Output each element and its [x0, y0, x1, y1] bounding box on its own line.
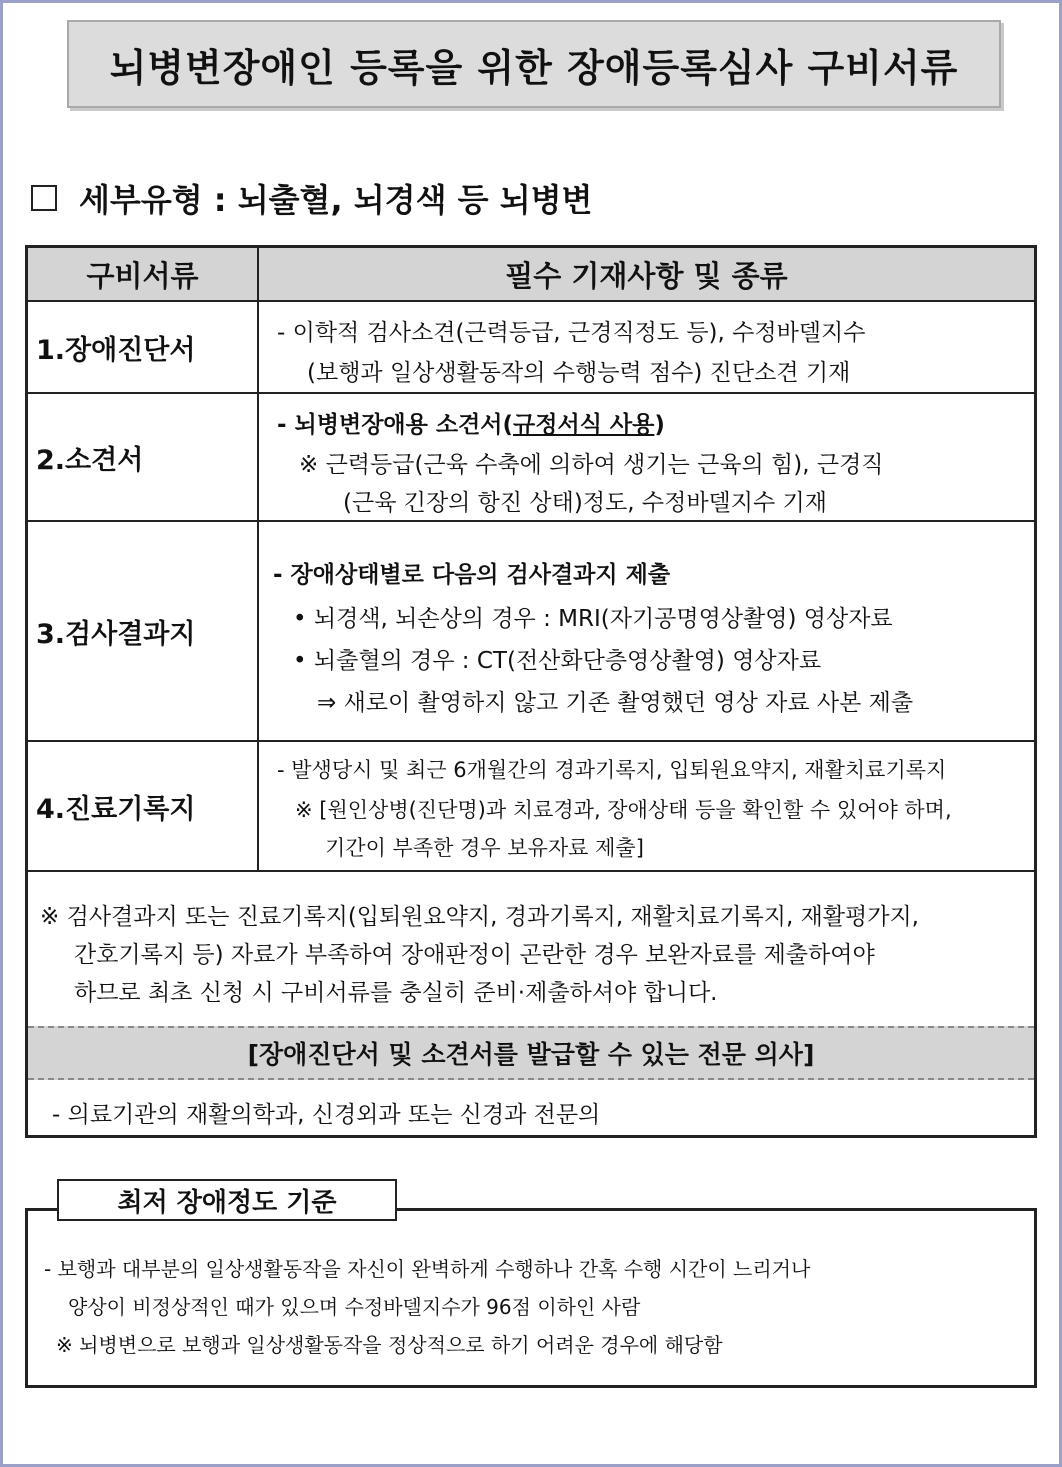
- row-text: (근육 긴장의 항진 상태)정도, 수정바델지수 기재: [343, 490, 827, 516]
- documents-table: [25, 245, 1037, 1138]
- row-text: (보행과 일상생활동작의 수행능력 점수) 진단소견 기재: [307, 360, 851, 386]
- row-text-suffix: ): [654, 412, 665, 438]
- row-label: 4.진료기록지: [36, 793, 196, 825]
- row-text: ⇒ 새로이 촬영하지 않고 기존 촬영했던 영상 자료 사본 제출: [317, 690, 914, 716]
- criteria-line: ※ 뇌병변으로 보행과 일상생활동작을 정상적으로 하기 어려운 경우에 해당함: [56, 1333, 723, 1357]
- row-text: - 이학적 검사소견(근력등급, 근경직정도 등), 수정바델지수: [277, 320, 866, 346]
- row-text-prefix: - 뇌병변장애용 소견서(: [277, 412, 514, 438]
- table-row-diagnosis: [28, 302, 1034, 394]
- row-text: [277, 406, 665, 439]
- row-text: 기간이 부족한 경우 보유자료 제출]: [325, 836, 644, 860]
- specialist-header: [장애진단서 및 소견서를 발급할 수 있는 전문 의사]: [28, 1026, 1034, 1080]
- table-row-test-results: [28, 522, 1034, 742]
- note-line: 하므로 최초 신청 시 구비서류를 충실히 준비·제출하셔야 합니다.: [74, 980, 718, 1006]
- criteria-box: [25, 1208, 1037, 1388]
- title-box: [67, 20, 1001, 108]
- row-label: 3.검사결과지: [36, 618, 196, 650]
- row-text: - 발생당시 및 최근 6개월간의 경과기록지, 입퇴원요약지, 재활치료기록지: [277, 758, 947, 782]
- row-label: 1.장애진단서: [36, 334, 196, 366]
- criteria-line: - 보행과 대부분의 일상생활동작을 자신이 완벽하게 수행하나 간혹 수행 시간이 느리거나: [44, 1257, 811, 1281]
- note-line: ※ 검사결과지 또는 진료기록지(입퇴원요약지, 경과기록지, 재활치료기록지, 재활평가지,: [40, 904, 919, 930]
- table-row-medical-records: [28, 742, 1034, 872]
- page-title: 뇌병변장애인 등록을 위한 장애등록심사 구비서류: [109, 45, 959, 90]
- note-block: [40, 898, 1024, 1012]
- criteria-line: 양상이 비정상적인 때가 있으며 수정바델지수가 96점 이하인 사람: [68, 1295, 641, 1319]
- subtype-heading: [31, 175, 592, 221]
- table-header-row: [28, 248, 1034, 302]
- row-text: ※ [원인상병(진단명)과 치료경과, 장애상태 등을 확인할 수 있어야 하며,: [295, 798, 952, 822]
- header-requirements: 필수 기재사항 및 종류: [505, 258, 788, 293]
- row-text: ※ 근력등급(근육 수축에 의하여 생기는 근육의 힘), 근경직: [299, 452, 884, 478]
- table-row-opinion: [28, 394, 1034, 522]
- criteria-title: 최저 장애정도 기준: [57, 1179, 397, 1221]
- row-text-underlined: 규정서식 사용: [513, 412, 655, 438]
- row-text: - 장애상태별로 다음의 검사결과지 제출: [273, 562, 671, 588]
- specialist-text: - 의료기관의 재활의학과, 신경외과 또는 신경과 전문의: [52, 1102, 601, 1128]
- subtype-label: 세부유형 : 뇌출혈, 뇌경색 등 뇌병변: [79, 181, 593, 219]
- header-documents: 구비서류: [28, 248, 259, 300]
- row-text: • 뇌경색, 뇌손상의 경우 : MRI(자기공명영상촬영) 영상자료: [293, 606, 893, 632]
- checkbox-icon: [31, 185, 57, 211]
- note-line: 간호기록지 등) 자료가 부족하여 장애판정이 곤란한 경우 보완자료를 제출하여야: [74, 942, 875, 968]
- row-text: • 뇌출혈의 경우 : CT(전산화단층영상촬영) 영상자료: [293, 648, 822, 674]
- row-label: 2.소견서: [36, 444, 144, 476]
